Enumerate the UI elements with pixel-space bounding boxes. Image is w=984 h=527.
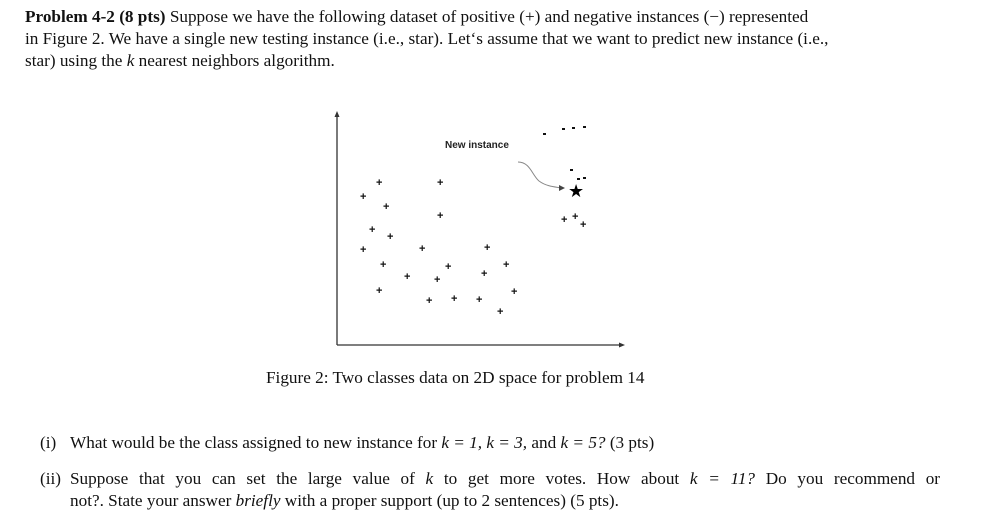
positive-point: +: [497, 306, 504, 318]
positive-point: +: [511, 286, 518, 298]
question-2-line-1: [40, 468, 940, 490]
negative-point: [543, 133, 546, 135]
positive-point: +: [376, 285, 383, 297]
question-2: [40, 468, 940, 512]
k-variable: k: [126, 51, 135, 70]
problem-statement: [25, 6, 945, 72]
positive-point: +: [503, 259, 510, 271]
problem-line-1: [25, 6, 945, 28]
negative-point: [577, 178, 580, 180]
question-text: not?. State your answer: [70, 491, 236, 510]
positive-point: +: [451, 293, 458, 305]
positive-point: +: [360, 191, 367, 203]
positive-point: +: [437, 210, 444, 222]
positive-points: [360, 177, 586, 318]
question-2-line-2: [40, 490, 940, 512]
problem-text: Suppose we have the following dataset of positive (+) and negative instances (−) represented: [169, 7, 809, 26]
x-axis-arrow: [619, 343, 625, 348]
negative-point: [572, 127, 575, 129]
positive-point: +: [572, 211, 579, 223]
positive-point: +: [369, 224, 376, 236]
question-number: (ii): [40, 469, 61, 488]
problem-text: nearest neighbors algorithm.: [134, 51, 335, 70]
y-axis-arrow: [335, 111, 340, 117]
question-text: What would be the class assigned to new instance for: [70, 433, 442, 452]
k-value: k = 5?: [560, 433, 610, 452]
positive-point: +: [426, 295, 433, 307]
question-text: Do you recommend or: [755, 469, 941, 488]
positive-point: +: [561, 214, 568, 226]
problem-text: star) using the: [25, 51, 127, 70]
positive-point: +: [376, 177, 383, 189]
positive-point: +: [434, 274, 441, 286]
problem-line-3: [25, 50, 945, 72]
positive-point: +: [580, 219, 587, 231]
positive-point: +: [419, 243, 426, 255]
positive-point: +: [380, 259, 387, 271]
positive-point: +: [476, 294, 483, 306]
negative-point: [562, 128, 565, 130]
question-text: and: [531, 433, 561, 452]
positive-point: +: [387, 231, 394, 243]
annotation-arrowhead: [559, 185, 565, 191]
positive-point: +: [404, 271, 411, 283]
scatter-plot: [325, 105, 645, 355]
question-1: [40, 432, 654, 454]
star-new-instance: ★: [568, 181, 585, 202]
question-text: with a proper support (up to 2 sentences) (5 pts).: [280, 491, 619, 510]
question-text: Suppose that you can set the large value of: [70, 469, 426, 488]
question-text: to get more votes. How about: [433, 469, 690, 488]
positive-point: +: [484, 242, 491, 254]
problem-heading: Problem 4-2 (8 pts): [25, 7, 166, 26]
figure-caption: Figure 2: Two classes data on 2D space for problem 14: [266, 368, 645, 387]
points-label: (3 pts): [609, 433, 655, 452]
scatter-figure: [325, 105, 645, 355]
negative-point: [583, 177, 586, 179]
k-value: k = 3,: [486, 433, 532, 452]
emphasis-text: briefly: [235, 491, 281, 510]
k-value: k = 11?: [689, 469, 756, 488]
question-number: (i): [40, 433, 57, 452]
annotation-arrow: [518, 162, 561, 188]
positive-point: +: [445, 261, 452, 273]
positive-point: +: [481, 268, 488, 280]
new-instance-label: New instance: [445, 140, 509, 151]
negative-point: [570, 169, 573, 171]
positive-point: +: [383, 201, 390, 213]
k-variable: k: [425, 469, 434, 488]
problem-line-2: in Figure 2. We have a single new testing instance (i.e., star). Let‘s assume that we want to predict new instance (i.e.,: [25, 29, 829, 48]
positive-point: +: [360, 244, 367, 256]
negative-point: [583, 126, 586, 128]
positive-point: +: [437, 177, 444, 189]
k-value: k = 1,: [441, 433, 487, 452]
